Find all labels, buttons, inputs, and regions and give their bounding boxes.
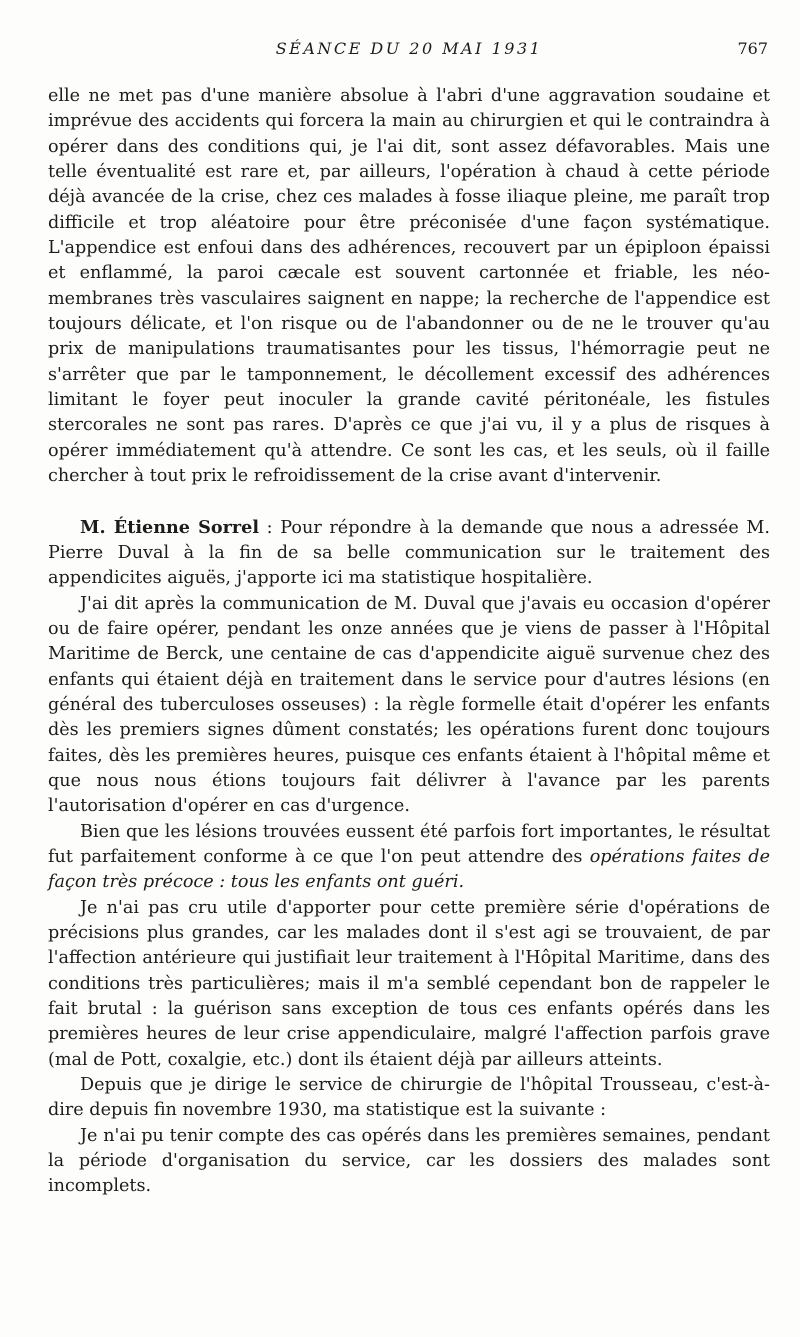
paragraph-text: Bien que les lésions trouvées eussent été parfois fort importantes, le résultat fut parfaitement conforme à ce que l'on peut attendre des bbox=[48, 821, 770, 867]
paragraph-continuation: elle ne met pas d'une manière absolue à l'abri d'une aggravation soudaine et imprévue des accidents qui forcera la main au chirurgien et qui le contraindra à opérer dans des conditions qui, je l'ai dit, sont assez défavorables. Mais une telle éventualité est rare et, par ailleurs, l'opération à chaud à cette période déjà avancée de la crise, chez ces malades à fosse iliaque pleine, me paraît trop difficile et trop aléatoire pour être préconisée d'une façon systématique. L'appendice est enfoui dans des adhérences, recouvert par un épiploon épaissi et enflammé, la paroi cæcale est souvent cartonnée et friable, les néo-membranes très vasculaires saignent en nappe; la recherche de l'appendice est toujours délicate, et l'on risque ou de l'abandonner ou de ne le trouver qu'au prix de manipulations traumatisantes pour les tissus, l'hémorragie peut ne s'arrêter que par le tamponnement, le décollement excessif des adhérences limitant le foyer peut inoculer la grande cavité péritonéale, les fistules stercorales ne sont pas rares. D'après ce que j'ai vu, il y a plus de risques à opérer immédiatement qu'à attendre. Ce sont les cas, et les seuls, où il faille chercher à tout prix le refroidissement de la crise avant d'intervenir. bbox=[48, 86, 770, 487]
italic-emphasis: opérations faites de façon très précoce : tous les enfants ont guéri. bbox=[48, 846, 770, 893]
page-number: 767 bbox=[737, 39, 768, 58]
paragraph-precision: Je n'ai pas cru utile d'apporter pour cette première série d'opérations de précisions plus grandes, car les malades dont il s'est agi se trouvaient, de par l'affection antérieure qui justifiait leur traitement à l'Hôpital Maritime, dans des conditions très particulières; mais il m'a semblé cependant bon de rappeler le fait brutal : la guérison sans exception de tous ces enfants opérés dans les premières heures de leur crise appendiculaire, malgré l'affection parfois grave (mal de Pott, coxalgie, etc.) dont ils étaient déjà par ailleurs atteints. bbox=[48, 897, 770, 1070]
paragraph-sorrel-intro bbox=[48, 515, 770, 592]
running-header bbox=[48, 36, 770, 62]
paragraph-berck-experience: J'ai dit après la communication de M. Duval que j'avais eu occasion d'opérer ou de faire opérer, pendant les onze années que je viens de passer à l'Hôpital Maritime de Berck, une centaine de cas d'appendicite aiguë survenue chez des enfants qui étaient déjà en traitement dans le service pour d'autres lésions (en général des tuberculoses osseuses) : la règle formelle était d'opérer les enfants dès les premiers signes dûment constatés; les opérations furent donc toujours faites, dès les premières heures, puisque ces enfants étaient à l'hôpital même et que nous nous étions toujours fait délivrer à l'avance par les parents l'autorisation d'opérer en cas d'urgence. bbox=[48, 593, 770, 817]
paragraph-trousseau: Depuis que je dirige le service de chirurgie de l'hôpital Trousseau, c'est-à-dire depuis fin novembre 1930, ma statistique est la suivante : bbox=[48, 1075, 770, 1121]
body-text bbox=[48, 84, 770, 1200]
paragraph-results bbox=[48, 820, 770, 896]
speaker-name: M. Étienne Sorrel bbox=[80, 516, 260, 538]
paragraph-text: : Pour répondre à la demande que nous a adressée M. Pierre Duval à la fin de sa belle communication sur le traitement des appendicites aiguës, j'apporte ici ma statistique hospitalière. bbox=[48, 517, 771, 589]
paragraph-incomplete-records: Je n'ai pu tenir compte des cas opérés dans les premières semaines, pendant la période d'organisation du service, car les dossiers des malades sont incomplets. bbox=[48, 1125, 770, 1197]
running-title: SÉANCE DU 20 MAI 1931 bbox=[275, 39, 543, 58]
